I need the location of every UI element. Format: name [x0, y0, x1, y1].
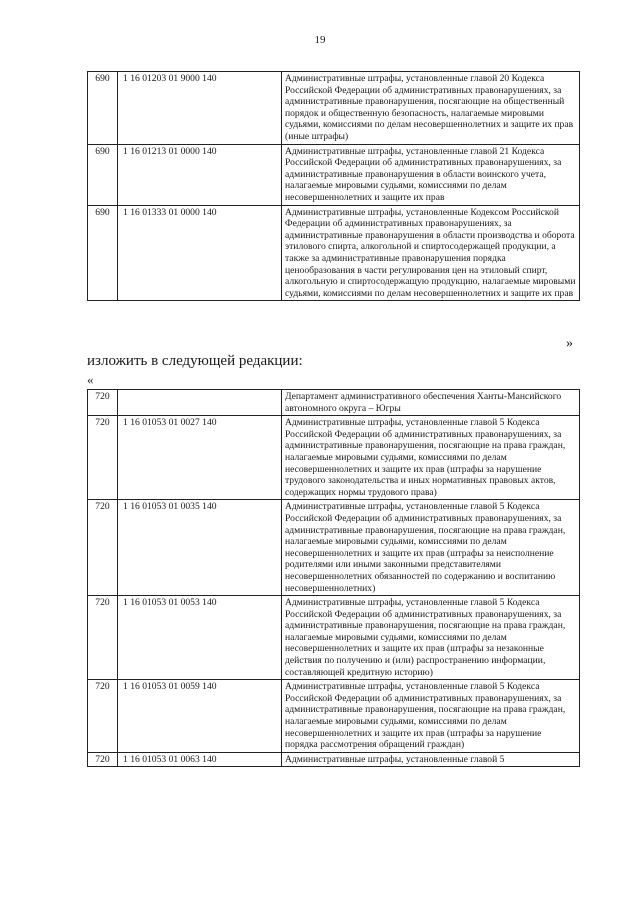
description-cell: Департамент административного обеспечения Ханты-Мансийского автономного округа – Югры [282, 390, 580, 416]
table-row [88, 144, 580, 205]
description-cell: Административные штрафы, установленные главой 21 Кодекса Российской Федерации об административных правонарушениях, за административные правонарушения в области воинского учета, налагаемые мировыми судьями, комиссиями по делам несовершеннолетних и защите их прав [282, 144, 580, 205]
new-fines-table [87, 389, 580, 767]
admin-code-cell: 720 [88, 416, 118, 500]
description-cell: Административные штрафы, установленные главой 5 Кодекса Российской Федерации об административных правонарушениях, за административные правонарушения, посягающие на права граждан, налагаемые мировыми судьями, комиссиями по делам несовершеннолетних и защите их прав (штрафы за нарушение порядка рассмотрения обращений граждан) [282, 680, 580, 753]
admin-code-cell: 690 [88, 72, 118, 145]
kbk-code-cell [118, 390, 282, 416]
table-row [88, 596, 580, 680]
table-row [88, 72, 580, 145]
table-row [88, 205, 580, 301]
kbk-code-cell: 1 16 01213 01 0000 140 [118, 144, 282, 205]
table-row [88, 500, 580, 596]
table-row [88, 752, 580, 767]
kbk-code-cell: 1 16 01053 01 0035 140 [118, 500, 282, 596]
kbk-code-cell: 1 16 01333 01 0000 140 [118, 205, 282, 301]
description-cell: Административные штрафы, установленные главой 5 [282, 752, 580, 767]
opening-quote: « [87, 372, 94, 387]
amendment-heading: изложить в следующей редакции: [87, 353, 303, 369]
table-row [88, 680, 580, 753]
table-row [88, 416, 580, 500]
description-cell: Административные штрафы, установленные главой 5 Кодекса Российской Федерации об административных правонарушениях, за административные правонарушения, посягающие на права граждан, налагаемые мировыми судьями, комиссиями по делам несовершеннолетних и защите их прав (штрафы за неисполнение родителями или иными законными представителями несовершеннолетних обязанностей по содержанию и воспитанию несовершеннолетних) [282, 500, 580, 596]
old-fines-table [87, 71, 580, 301]
description-cell: Административные штрафы, установленные главой 20 Кодекса Российской Федерации об административных правонарушениях, за административные правонарушения, посягающие на общественный порядок и общественную безопасность, налагаемые мировыми судьями, комиссиями по делам несовершеннолетних и защите их прав (иные штрафы) [282, 72, 580, 145]
admin-code-cell: 720 [88, 680, 118, 753]
description-cell: Административные штрафы, установленные главой 5 Кодекса Российской Федерации об административных правонарушениях, за административные правонарушения, посягающие на права граждан, налагаемые мировыми судьями, комиссиями по делам несовершеннолетних и защите их прав (штрафы за незаконные действия по получению и (или) распространению информации, составляющей кредитную историю) [282, 596, 580, 680]
admin-code-cell: 720 [88, 596, 118, 680]
kbk-code-cell: 1 16 01053 01 0053 140 [118, 596, 282, 680]
kbk-code-cell: 1 16 01203 01 9000 140 [118, 72, 282, 145]
closing-quote: » [566, 336, 573, 351]
page-number: 19 [314, 34, 326, 46]
admin-code-cell: 690 [88, 205, 118, 301]
kbk-code-cell: 1 16 01053 01 0059 140 [118, 680, 282, 753]
kbk-code-cell: 1 16 01053 01 0063 140 [118, 752, 282, 767]
description-cell: Административные штрафы, установленные Кодексом Российской Федерации об административных правонарушениях, за административные правонарушения в области производства и оборота этилового спирта, алкогольной и спиртосодержащей продукции, а также за административные правонарушения порядка ценообразования в части регулирования цен на этиловый спирт, алкогольную и спиртосодержащую продукцию, налагаемые мировыми судьями, комиссиями по делам несовершеннолетних и защите их прав [282, 205, 580, 301]
table-row [88, 390, 580, 416]
description-cell: Административные штрафы, установленные главой 5 Кодекса Российской Федерации об административных правонарушениях, за административные правонарушения, посягающие на права граждан, налагаемые мировыми судьями, комиссиями по делам несовершеннолетних и защите их прав (штрафы за нарушение трудового законодательства и иных нормативных правовых актов, содержащих нормы трудового права) [282, 416, 580, 500]
admin-code-cell: 720 [88, 752, 118, 767]
admin-code-cell: 720 [88, 390, 118, 416]
admin-code-cell: 690 [88, 144, 118, 205]
admin-code-cell: 720 [88, 500, 118, 596]
kbk-code-cell: 1 16 01053 01 0027 140 [118, 416, 282, 500]
